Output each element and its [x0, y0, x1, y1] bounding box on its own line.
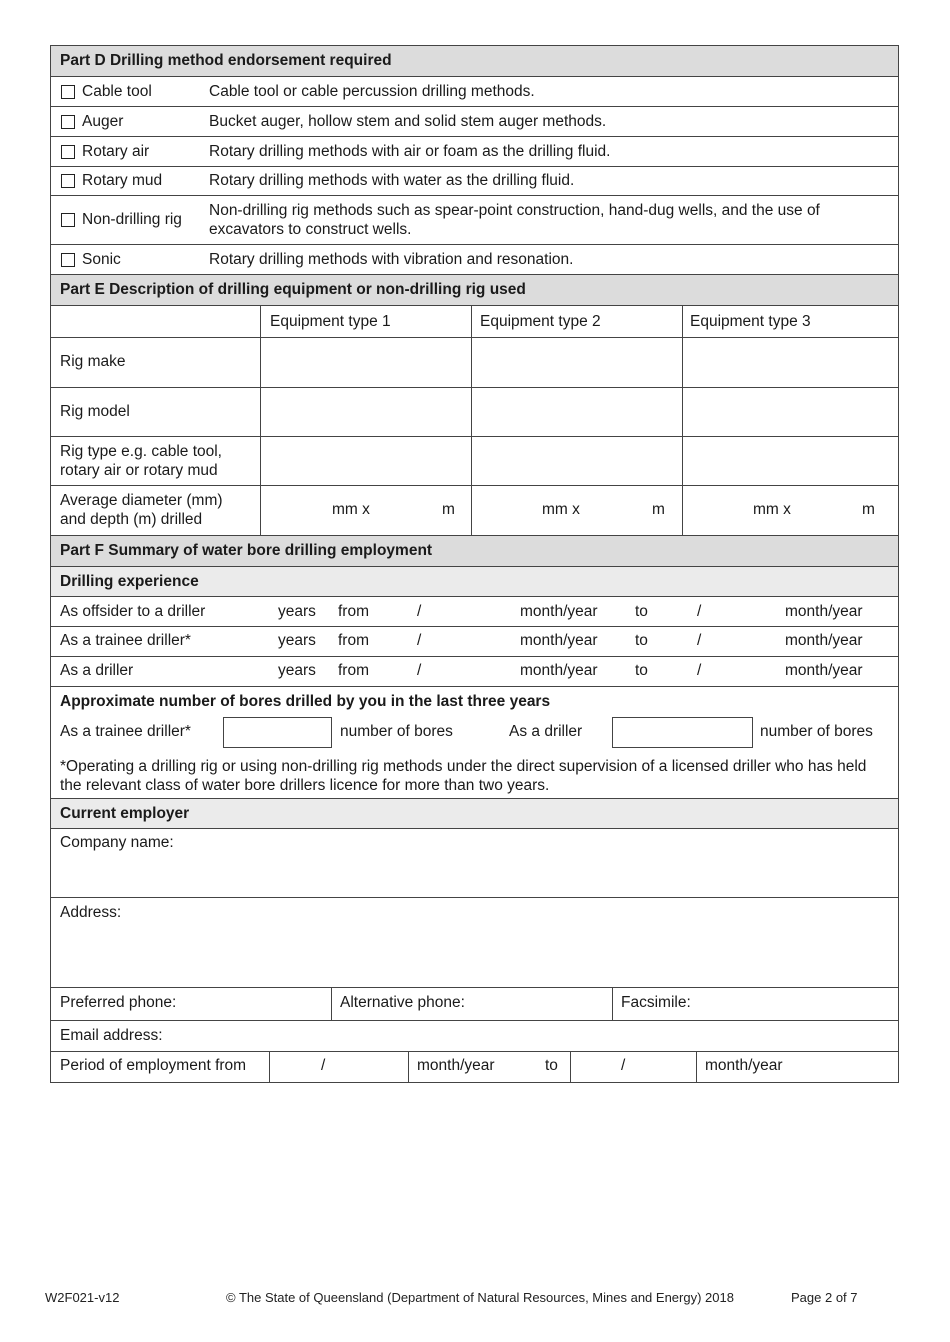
from-label: from	[338, 603, 369, 620]
number-of-bores-label: number of bores	[760, 723, 873, 740]
employment-to-input[interactable]	[571, 1052, 696, 1082]
month-year-label: month/year	[785, 632, 863, 649]
experience-label: As a trainee driller*	[60, 632, 191, 649]
rig-model-type-3-field[interactable]	[683, 388, 899, 436]
date-separator: /	[697, 662, 702, 679]
to-label: to	[635, 632, 648, 649]
employment-period-label: Period of employment from	[60, 1057, 247, 1074]
years-label: years	[278, 662, 316, 679]
part-d-title: Part D Drilling method endorsement required	[60, 52, 392, 69]
method-row-rotary-mud	[50, 167, 899, 196]
current-employer-title: Current employer	[60, 805, 190, 822]
method-description: Cable tool or cable percussion drilling methods.	[209, 83, 535, 100]
cable-tool-checkbox[interactable]	[61, 85, 75, 99]
phone-row	[50, 988, 899, 1021]
rig-model-row	[50, 388, 899, 437]
date-separator: /	[697, 603, 702, 620]
month-year-label: month/year	[417, 1057, 495, 1074]
trainee-bores-input[interactable]	[223, 717, 332, 748]
rig-model-type-1-field[interactable]	[261, 388, 471, 436]
number-of-bores-label: number of bores	[340, 723, 453, 740]
m-unit: m	[442, 501, 455, 518]
mm-unit: mm x	[332, 501, 370, 518]
rig-make-type-3-field[interactable]	[683, 338, 899, 387]
bores-drilled-section	[50, 687, 899, 799]
date-separator: /	[697, 632, 702, 649]
part-e-title: Part E Description of drilling equipment or non-drilling rig used	[60, 281, 526, 298]
form-code: W2F021-v12	[45, 1290, 120, 1305]
method-row-sonic	[50, 245, 899, 275]
bores-drilled-title: Approximate number of bores drilled by you in the last three years	[60, 693, 551, 710]
month-year-label: month/year	[705, 1057, 783, 1074]
employment-period-row	[50, 1052, 899, 1083]
driller-bores-input[interactable]	[612, 717, 753, 748]
rig-make-label: Rig make	[60, 353, 126, 370]
rig-type-label: Rig type e.g. cable tool, rotary air or rotary mud	[60, 443, 222, 479]
method-description: Rotary drilling methods with vibration and resonation.	[209, 251, 574, 268]
date-separator: /	[621, 1057, 626, 1074]
date-separator: /	[417, 662, 422, 679]
email-address-field[interactable]	[50, 1021, 899, 1052]
part-e-header	[50, 275, 899, 306]
experience-label: As a driller	[60, 662, 134, 679]
driller-bores-label: As a driller	[509, 723, 583, 740]
rig-make-type-1-field[interactable]	[261, 338, 471, 387]
mm-unit: mm x	[753, 501, 791, 518]
trainee-bores-label: As a trainee driller*	[60, 723, 191, 740]
date-separator: /	[417, 632, 422, 649]
auger-checkbox[interactable]	[61, 115, 75, 129]
years-label: years	[278, 603, 316, 620]
copyright-notice: © The State of Queensland (Department of Natural Resources, Mines and Energy) 2018	[226, 1290, 734, 1305]
employment-from-input[interactable]	[270, 1052, 408, 1082]
preferred-phone-label: Preferred phone:	[60, 994, 177, 1011]
method-description: Rotary drilling methods with air or foam as the drilling fluid.	[209, 143, 611, 160]
from-label: from	[338, 662, 369, 679]
equipment-type-3-header: Equipment type 3	[690, 313, 811, 330]
to-label: to	[635, 662, 648, 679]
to-label: to	[545, 1057, 558, 1074]
email-address-label: Email address:	[60, 1027, 163, 1044]
equipment-header-row	[50, 306, 899, 338]
rig-model-label: Rig model	[60, 403, 130, 420]
rig-type-type-1-field[interactable]	[261, 437, 471, 485]
rig-type-row	[50, 437, 899, 486]
drilling-experience-header	[50, 567, 899, 597]
month-year-label: month/year	[520, 632, 598, 649]
method-row-non-drilling-rig	[50, 196, 899, 245]
page-number: Page 2 of 7	[791, 1290, 858, 1305]
method-name: Non-drilling rig	[82, 211, 182, 228]
method-row-auger	[50, 107, 899, 137]
experience-row-driller	[50, 657, 899, 687]
part-f-title: Part F Summary of water bore drilling employment	[60, 542, 433, 559]
rotary-air-checkbox[interactable]	[61, 145, 75, 159]
method-row-cable-tool	[50, 77, 899, 107]
sonic-checkbox[interactable]	[61, 253, 75, 267]
facsimile-label: Facsimile:	[621, 994, 691, 1011]
month-year-label: month/year	[785, 662, 863, 679]
rig-type-type-2-field[interactable]	[472, 437, 682, 485]
method-name: Sonic	[82, 251, 121, 268]
method-description: Rotary drilling methods with water as the drilling fluid.	[209, 172, 575, 189]
m-unit: m	[862, 501, 875, 518]
application-form	[50, 45, 899, 1083]
method-row-rotary-air	[50, 137, 899, 167]
month-year-label: month/year	[785, 603, 863, 620]
method-description: Non-drilling rig methods such as spear-point construction, hand-dug wells, and the use of excavators to construct wells.	[209, 202, 820, 238]
date-separator: /	[321, 1057, 326, 1074]
address-label: Address:	[60, 904, 122, 921]
rig-make-row	[50, 338, 899, 388]
method-description: Bucket auger, hollow stem and solid stem auger methods.	[209, 113, 607, 130]
from-label: from	[338, 632, 369, 649]
part-d-header	[50, 45, 899, 77]
mm-unit: mm x	[542, 501, 580, 518]
experience-row-trainee	[50, 627, 899, 657]
alternative-phone-label: Alternative phone:	[340, 994, 465, 1011]
diameter-depth-row	[50, 486, 899, 536]
part-f-header	[50, 536, 899, 567]
supervision-footnote: *Operating a drilling rig or using non-drilling rig methods under the direct supervision of a licensed driller who has held the relevant class of water bore drillers licence for more than two years.	[60, 758, 867, 794]
equipment-type-1-header: Equipment type 1	[270, 313, 391, 330]
month-year-label: month/year	[520, 603, 598, 620]
method-name: Rotary air	[82, 143, 150, 160]
non-drilling-rig-checkbox[interactable]	[61, 213, 75, 227]
experience-label: As offsider to a driller	[60, 603, 206, 620]
method-name: Rotary mud	[82, 172, 163, 189]
rig-model-type-2-field[interactable]	[472, 388, 682, 436]
company-name-label: Company name:	[60, 834, 174, 851]
diameter-depth-label: Average diameter (mm) and depth (m) drilled	[60, 492, 223, 528]
current-employer-header	[50, 799, 899, 829]
company-name-field[interactable]	[50, 829, 899, 898]
date-separator: /	[417, 603, 422, 620]
m-unit: m	[652, 501, 665, 518]
method-name: Auger	[82, 113, 124, 130]
equipment-type-2-header: Equipment type 2	[480, 313, 601, 330]
rig-type-type-3-field[interactable]	[683, 437, 899, 485]
month-year-label: month/year	[520, 662, 598, 679]
years-label: years	[278, 632, 316, 649]
method-name: Cable tool	[82, 83, 152, 100]
rig-make-type-2-field[interactable]	[472, 338, 682, 387]
drilling-experience-title: Drilling experience	[60, 573, 199, 590]
rotary-mud-checkbox[interactable]	[61, 174, 75, 188]
to-label: to	[635, 603, 648, 620]
experience-row-offsider	[50, 597, 899, 627]
address-field[interactable]	[50, 898, 899, 988]
